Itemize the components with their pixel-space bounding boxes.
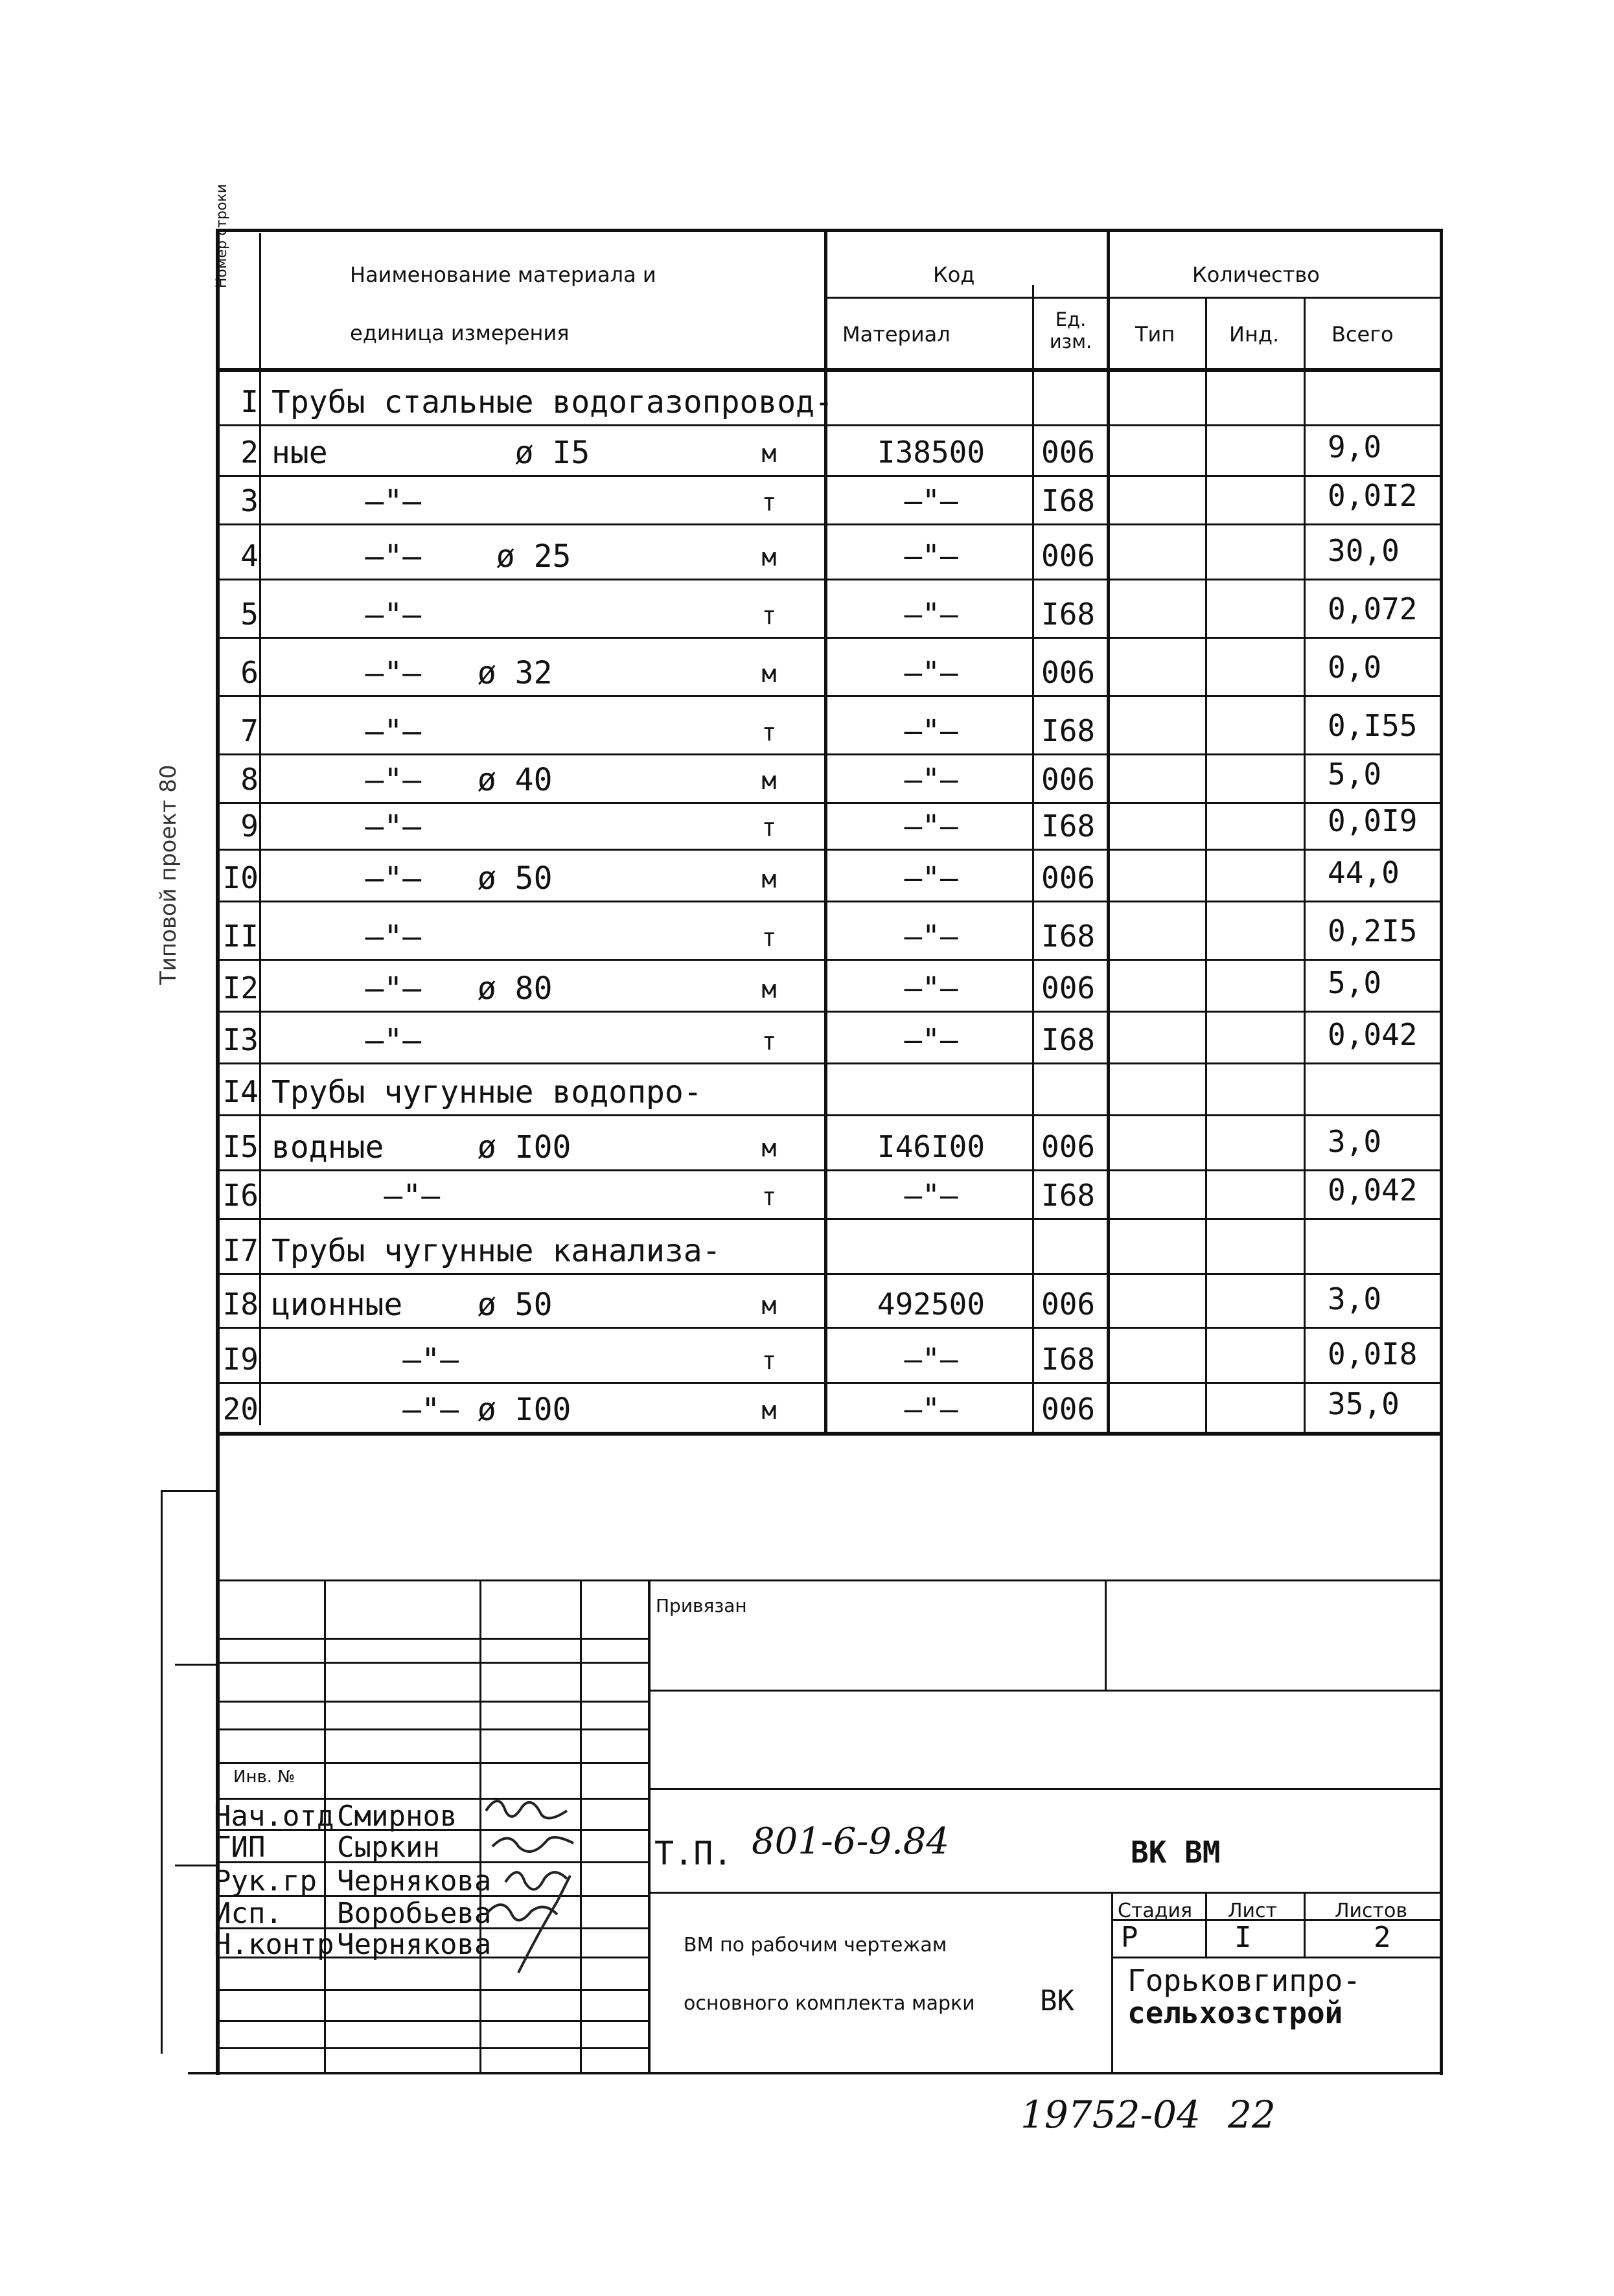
- row-material: –"–: [904, 655, 958, 690]
- sheet-value: I: [1234, 1921, 1252, 1954]
- row-unit: м: [761, 766, 777, 795]
- header-code: Код: [933, 262, 975, 287]
- row-total: 0,I55: [1328, 708, 1418, 743]
- header-material: Материал: [842, 322, 951, 347]
- row-name: –"–: [271, 713, 422, 750]
- row-unit-code: 006: [1041, 1287, 1096, 1322]
- header-total: Всего: [1332, 322, 1394, 347]
- sheets-value: 2: [1374, 1921, 1391, 1954]
- row-material: I46I00: [877, 1129, 986, 1164]
- row-number: 3: [240, 483, 259, 518]
- role-label: Н.контр: [214, 1928, 334, 1961]
- row-unit: м: [761, 439, 777, 468]
- row-material: –"–: [904, 1178, 958, 1213]
- header-type: Тип: [1135, 322, 1175, 347]
- header-quantity: Количество: [1192, 262, 1320, 287]
- row-name: –"–: [271, 809, 422, 845]
- row-unit-code: I68: [1041, 1178, 1096, 1213]
- table-row: [218, 523, 1441, 579]
- row-unit: м: [761, 543, 777, 571]
- row-unit: т: [761, 813, 777, 842]
- row-unit-code: 006: [1041, 655, 1096, 690]
- sheets-label: Листов: [1335, 1900, 1408, 1922]
- table-row: [218, 372, 1441, 424]
- table-row: [218, 753, 1441, 802]
- row-unit: т: [761, 718, 777, 746]
- row-total: 5,0: [1328, 965, 1382, 1000]
- row-material: –"–: [904, 809, 958, 844]
- row-name: –"– ø 80: [271, 970, 553, 1007]
- table-row: [218, 1169, 1441, 1218]
- row-material: –"–: [904, 860, 958, 895]
- role-name: Чернякова: [337, 1865, 492, 1898]
- row-total: 0,0I2: [1328, 478, 1418, 513]
- row-unit-code: I68: [1041, 597, 1096, 632]
- row-number: 8: [240, 762, 259, 797]
- mark-code: ВК ВМ: [1131, 1835, 1221, 1870]
- row-material: –"–: [904, 1392, 958, 1427]
- role-label: Нач.отд: [214, 1800, 334, 1833]
- row-material: I38500: [877, 435, 986, 470]
- row-unit-code: 006: [1041, 435, 1096, 470]
- row-unit-code: 006: [1041, 860, 1096, 895]
- table-row: [218, 1382, 1441, 1432]
- row-name: –"–: [271, 1178, 441, 1214]
- row-number: I3: [222, 1022, 259, 1057]
- role-name: Сыркин: [337, 1831, 440, 1864]
- row-number: I: [240, 384, 259, 419]
- row-total: 0,0: [1328, 650, 1382, 685]
- inv-label: Инв. №: [233, 1767, 295, 1787]
- table-row: [218, 695, 1441, 753]
- role-name: Смирнов: [337, 1800, 457, 1833]
- table-row: [218, 802, 1441, 849]
- desc-line1: ВМ по рабочим чертежам: [684, 1934, 947, 1957]
- row-number: I9: [222, 1342, 259, 1377]
- sheet-label: Лист: [1228, 1900, 1278, 1922]
- header-unit-code: Ед. изм.: [1049, 308, 1092, 352]
- row-material: –"–: [904, 713, 958, 748]
- row-total: 3,0: [1328, 1281, 1382, 1316]
- row-unit: т: [761, 1182, 777, 1211]
- row-name: –"– ø 40: [271, 762, 553, 798]
- row-unit: т: [761, 1027, 777, 1055]
- row-total: 35,0: [1328, 1386, 1400, 1421]
- org-line1: Горьковгипро-: [1127, 1963, 1361, 1998]
- row-material: –"–: [904, 538, 958, 573]
- row-number: I8: [222, 1287, 259, 1322]
- privyazan-label: Привязан: [656, 1595, 747, 1616]
- footer-number: 19752-04: [1020, 2093, 1201, 2137]
- row-total: 3,0: [1328, 1124, 1382, 1159]
- row-total: 0,042: [1328, 1017, 1418, 1052]
- table-row: [218, 424, 1441, 475]
- row-total: 0,042: [1328, 1173, 1418, 1208]
- row-unit-code: I68: [1041, 1022, 1096, 1057]
- row-total: 30,0: [1328, 533, 1400, 568]
- tp-label: Т.П.: [654, 1835, 733, 1872]
- row-number: I6: [222, 1178, 259, 1213]
- row-unit-code: 006: [1041, 1392, 1096, 1427]
- row-unit: м: [761, 865, 777, 893]
- row-name: водные ø I00: [271, 1129, 571, 1165]
- row-name: Трубы стальные водогазопровод-: [271, 384, 833, 420]
- row-material: –"–: [904, 483, 958, 518]
- row-name: –"–: [271, 483, 422, 520]
- role-label: Рук.гр: [214, 1865, 317, 1898]
- row-unit: м: [761, 660, 777, 688]
- header-name-line1: Наименование материала и: [350, 262, 656, 287]
- role-name: Воробьева: [337, 1897, 492, 1930]
- table-row: [218, 637, 1441, 695]
- header-row-number: Номер строки: [214, 183, 230, 288]
- row-material: 492500: [877, 1287, 986, 1322]
- row-name: –"–: [271, 597, 422, 633]
- header-ind: Инд.: [1229, 322, 1280, 347]
- row-total: 0,0I9: [1328, 803, 1418, 838]
- row-name: –"–: [271, 1342, 459, 1378]
- table-row: [218, 959, 1441, 1011]
- margin-text: Типовой проект 80: [156, 764, 181, 985]
- org-line2: сельхозстрой: [1127, 1995, 1343, 2030]
- desc-line2: основного комплекта марки: [684, 1992, 975, 2015]
- row-unit-code: 006: [1041, 1129, 1096, 1164]
- footer-page: 22: [1228, 2093, 1276, 2137]
- row-name: ционные ø 50: [271, 1287, 553, 1323]
- row-material: –"–: [904, 762, 958, 797]
- stage-value: Р: [1121, 1921, 1138, 1954]
- row-number: 7: [240, 713, 259, 748]
- row-unit: т: [761, 601, 777, 630]
- stage-label: Стадия: [1118, 1900, 1193, 1922]
- row-material: –"–: [904, 1342, 958, 1377]
- row-material: –"–: [904, 597, 958, 632]
- row-name: –"–: [271, 919, 422, 955]
- row-unit-code: 006: [1041, 538, 1096, 573]
- row-unit: т: [761, 923, 777, 952]
- row-unit-code: I68: [1041, 483, 1096, 518]
- row-number: I4: [222, 1074, 259, 1109]
- row-material: –"–: [904, 919, 958, 954]
- row-name: –"– ø 25: [271, 538, 571, 575]
- row-number: 5: [240, 597, 259, 632]
- row-total: 0,2I5: [1328, 913, 1418, 948]
- row-material: –"–: [904, 970, 958, 1005]
- row-material: –"–: [904, 1022, 958, 1057]
- row-unit: т: [761, 488, 777, 516]
- row-number: I0: [222, 860, 259, 895]
- row-total: 9,0: [1328, 430, 1382, 465]
- row-number: I2: [222, 970, 259, 1005]
- role-label: ГИП: [214, 1831, 266, 1864]
- row-name: Трубы чугунные канализа-: [271, 1233, 721, 1269]
- handwritten-signatures: [479, 1785, 622, 1979]
- desc-mark: ВК: [1040, 1984, 1074, 2017]
- row-name: ные ø I5: [271, 435, 590, 471]
- row-number: I5: [222, 1129, 259, 1164]
- row-unit: м: [761, 1134, 777, 1162]
- table-row: [218, 1327, 1441, 1382]
- row-unit-code: I68: [1041, 1342, 1096, 1377]
- table-row: [218, 1114, 1441, 1169]
- row-unit: м: [761, 1396, 777, 1425]
- row-number: II: [222, 919, 259, 954]
- row-unit: м: [761, 975, 777, 1004]
- table-row: [218, 1218, 1441, 1273]
- row-unit-code: I68: [1041, 809, 1096, 844]
- row-name: –"–: [271, 1022, 422, 1059]
- row-name: Трубы чугунные водопро-: [271, 1074, 702, 1110]
- row-unit-code: 006: [1041, 762, 1096, 797]
- row-unit: м: [761, 1291, 777, 1320]
- row-unit-code: 006: [1041, 970, 1096, 1005]
- row-number: 4: [240, 538, 259, 573]
- row-total: 5,0: [1328, 757, 1382, 792]
- row-total: 44,0: [1328, 855, 1400, 890]
- row-unit: т: [761, 1346, 777, 1375]
- row-total: 0,0I8: [1328, 1337, 1418, 1372]
- row-number: 6: [240, 655, 259, 690]
- table-row: [218, 579, 1441, 637]
- table-row: [218, 1273, 1441, 1327]
- table-row: [218, 1011, 1441, 1062]
- row-number: 2: [240, 435, 259, 470]
- tp-number: 801-6-9.84: [752, 1820, 950, 1863]
- row-number: I7: [222, 1233, 259, 1268]
- row-total: 0,072: [1328, 591, 1418, 626]
- table-row: [218, 1062, 1441, 1114]
- table-row: [218, 475, 1441, 523]
- role-name: Чернякова: [337, 1928, 492, 1961]
- row-unit-code: I68: [1041, 713, 1096, 748]
- role-label: Исп.: [214, 1897, 282, 1930]
- row-number: 9: [240, 809, 259, 844]
- table-row: [218, 901, 1441, 959]
- row-name: –"– ø 50: [271, 860, 553, 897]
- header-name-line2: единица измерения: [350, 321, 570, 345]
- row-unit-code: I68: [1041, 919, 1096, 954]
- row-name: –"– ø I00: [271, 1392, 571, 1428]
- row-name: –"– ø 32: [271, 655, 553, 691]
- row-number: 20: [222, 1392, 259, 1427]
- table-row: [218, 849, 1441, 901]
